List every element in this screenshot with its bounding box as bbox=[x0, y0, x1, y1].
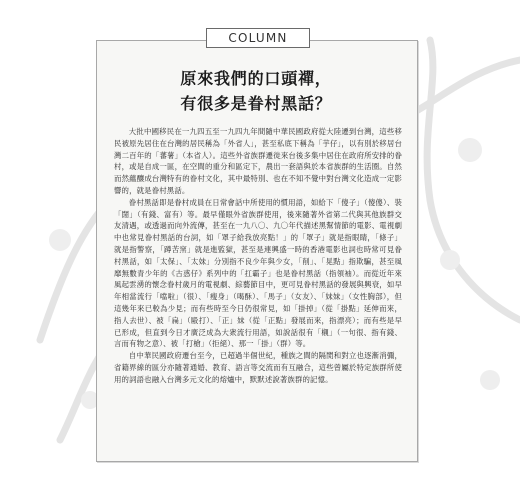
page-title-line-2: 有很多是眷村黑話？ bbox=[180, 94, 332, 113]
page-title-line-1: 原來我們的口頭禪， bbox=[180, 69, 332, 88]
paragraph: 自中華民國政府遷台至今，已超過半個世紀，種族之間的隔閡和對立也逐漸消彌，省籍界線的區分亦隨著通婚、教育、語言等交流而有互融合，這些曾屬於特定族群所使用的詞語也融入台灣多元文化的熔爐中，默默述說著族群的記憶。 bbox=[114, 351, 402, 384]
article-body bbox=[114, 126, 402, 386]
paragraph: 大批中國移民在一九四五至一九四九年間隨中華民國政府從大陸遷到台灣，這些移民被原先居住在台灣的居民稱為「外省人」，甚至私底下稱為「芋仔」，以有別於移居台灣二百年的「蕃薯」（本省人）。這些外省族群遷徙來台後多集中居住在政府所安排的眷村，或是自成一區，在空間的重分和區定下，農出一套語與於本省族群的生活圈。自然而然蘊釀成台灣特有的眷村文化，其中最特別、也在不知不覺中對台灣文化造成一定影響的，就是眷村黑話。 bbox=[114, 127, 402, 195]
column-badge: COLUMN bbox=[206, 28, 310, 48]
paragraph: 眷村黑話即是眷村成員在日常會話中所使用的慣用語，如給下「傻子」（傻傻）、裝「闊」（有錢、富有）等。最早僅眼外省族群使用，後來隨著外省第二代與其他族群交友清遇，或透過而向外流傳，甚至在一九八〇、九〇年代描述黑幫情節的電影、電視劇中也常見眷村黑話的台詞，如「罩子給我放亮點！」的「罩子」就是指眼睛，「條子」就是指警察，「蹲苦窯」就是進監獄，甚至是連興盛一時的香港電影也詞也時常可見眷村黑話，如「太保」、「太妹」分別指不良少年與少女，「削」、「晃點」指欺騙，甚至風靡無數青少年的《古惑仔》系列中的「扛霸子」也是眷村黑話（指領袖）。而從近年來風起雲湧的懷念眷村歲月的電視劇、綜藝節目中，更可見眷村黑話的發展與興衰，如早年相當流行「噹啦」（很）、「瘦身」（喝酥）、「馬子」（女友）、「妹妹」（女性胸部），但這幾年來已較為少見；而有些時至今日仍很常見，如「掛掉」（從「掛點」延伸而來，指人去世）、被「扁」（毆打）、「正」妹（從「正點」發展而來，指漂亮）；而有些是早已形成，但直到今日才廣泛成為大衆流行用語，如說話很有「櫬」（一句很、指有錢、言而有物之意）、被「打槍」（拒絕）、那一「掛」（群）等。 bbox=[114, 197, 402, 349]
